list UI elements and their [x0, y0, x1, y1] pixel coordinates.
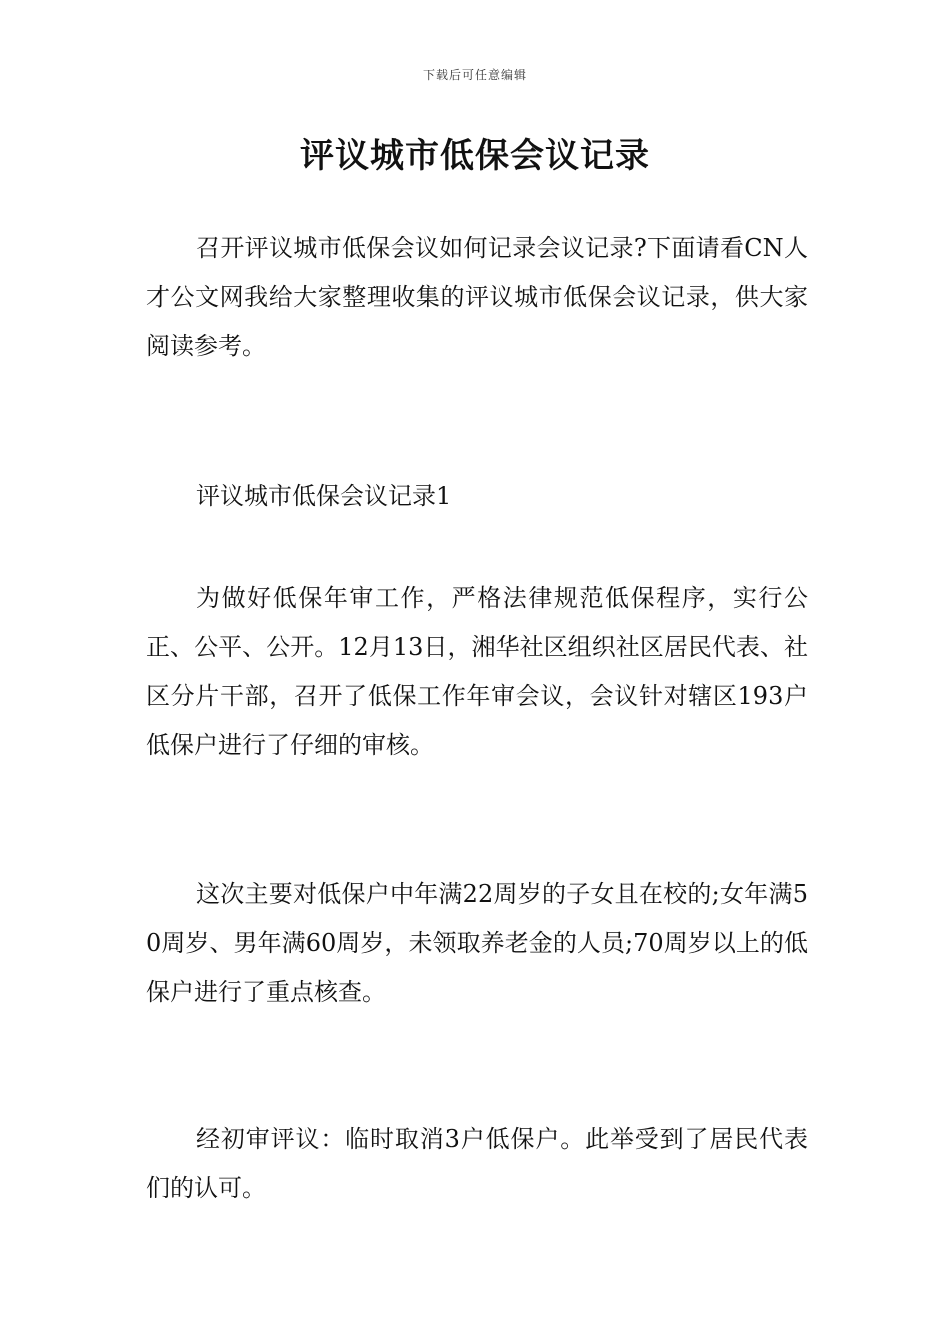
- body-paragraph-1: 为做好低保年审工作，严格法律规范低保程序，实行公正、公平、公开。12月13日，湘华社区组织社区居民代表、社区分片干部，召开了低保工作年审会议，会议针对辖区193户低保户进行了仔细的审核。: [146, 584, 808, 759]
- intro-paragraph: 召开评议城市低保会议如何记录会议记录?下面请看CN人才公文网我给大家整理收集的评议城市低保会议记录，供大家阅读参考。: [146, 234, 808, 360]
- body-paragraph-3: 经初审评议：临时取消3户低保户。此举受到了居民代表们的认可。: [146, 1125, 808, 1202]
- body-paragraph-2: 这次主要对低保户中年满22周岁的子女且在校的;女年满50周岁、男年满60周岁，未领取养老金的人员;70周岁以上的低保户进行了重点核查。: [146, 880, 808, 1006]
- header-note: 下载后可任意编辑: [422, 68, 527, 82]
- section-heading: 评议城市低保会议记录1: [196, 482, 452, 510]
- document-title: 评议城市低保会议记录: [300, 136, 650, 176]
